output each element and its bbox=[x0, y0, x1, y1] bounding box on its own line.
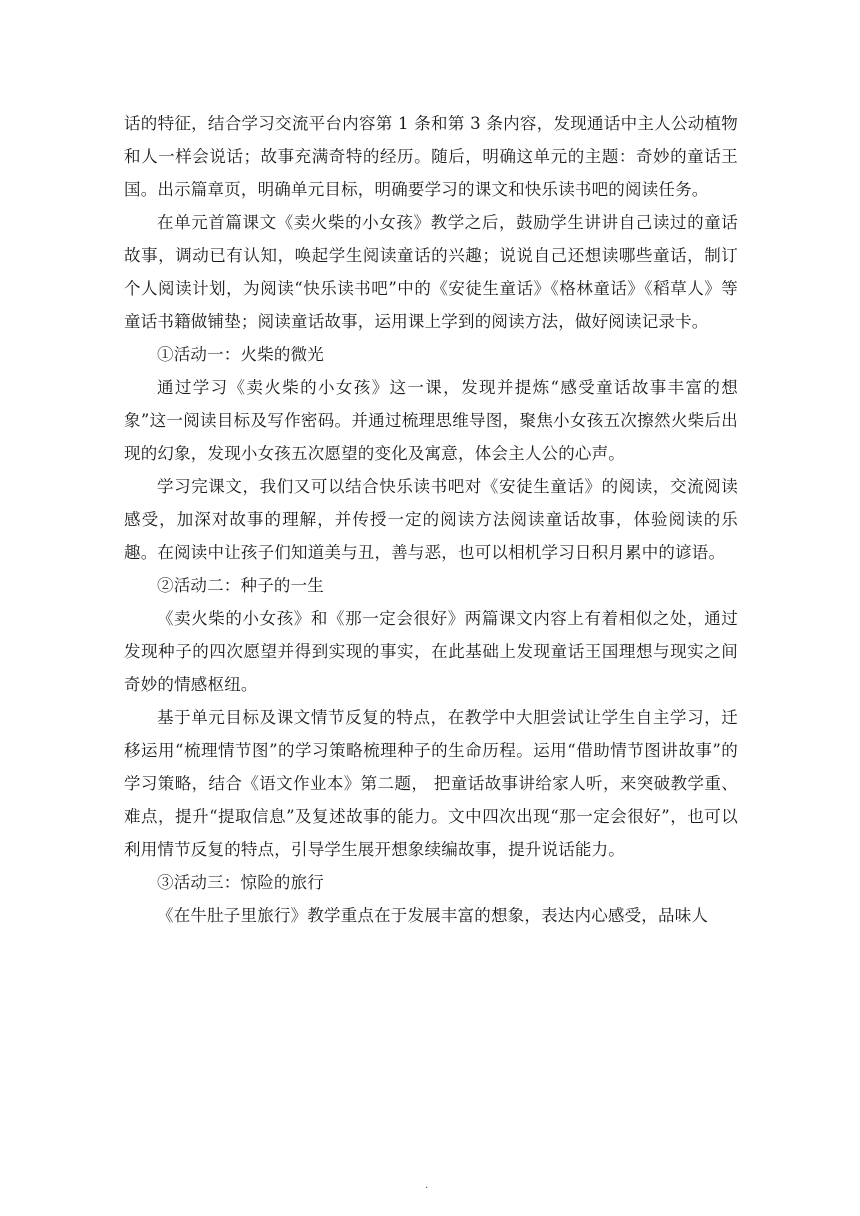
paragraph-4: 学习完课文，我们又可以结合快乐读书吧对《安徒生童话》的阅读，交流阅读感受，加深对故事的理解，并传授一定的阅读方法阅读童话故事，体验阅读的乐趣。在阅读中让孩子们知道美与丑，善与恶，也可以相机学习日积月累中的谚语。 bbox=[124, 477, 738, 562]
heading-activity-1: ①活动一：火柴的微光 bbox=[157, 345, 324, 364]
paragraph-7: 《在牛肚子里旅行》教学重点在于发展丰富的想象，表达内心感受，品味人 bbox=[157, 906, 709, 925]
paragraph-1: 话的特征，结合学习交流平台内容第 1 条和第 3 条内容，发现通话中主人公动植物和人一样会说话；故事充满奇特的经历。随后，明确这单元的主题：奇妙的童话王国。出示篇章页，明确单元目标，明确要学习的课文和快乐读书吧的阅读任务。 bbox=[124, 114, 738, 199]
heading-activity-3: ③活动三：惊险的旅行 bbox=[157, 873, 324, 892]
footer-mark: . bbox=[425, 1180, 429, 1191]
heading-activity-2: ②活动二：种子的一生 bbox=[157, 576, 324, 595]
paragraph-6: 基于单元目标及课文情节反复的特点，在教学中大胆尝试让学生自主学习，迁移运用“梳理情节图”的学习策略梳理种子的生命历程。运用“借助情节图讲故事”的学习策略，结合《语文作业本》第二题， 把童话故事讲给家人听，来突破教学重、难点，提升“提取信息”及复述故事的能力。文中四次出现“那一定会很好”，也可以利用情节反复的特点，引导学生展开想象续编故事，提升说话能力。 bbox=[124, 708, 738, 859]
document-body bbox=[124, 107, 738, 932]
paragraph-3: 通过学习《卖火柴的小女孩》这一课，发现并提炼“感受童话故事丰富的想象”这一阅读目标及写作密码。并通过梳理思维导图，聚焦小女孩五次擦然火柴后出现的幻象，发现小女孩五次愿望的变化及寓意，体会主人公的心声。 bbox=[124, 378, 738, 463]
paragraph-5: 《卖火柴的小女孩》和《那一定会很好》两篇课文内容上有着相似之处，通过发现种子的四次愿望并得到实现的事实，在此基础上发现童话王国理想与现实之间奇妙的情感枢纽。 bbox=[124, 609, 738, 694]
paragraph-2: 在单元首篇课文《卖火柴的小女孩》教学之后，鼓励学生讲讲自己读过的童话故事，调动已有认知，唤起学生阅读童话的兴趣；说说自己还想读哪些童话，制订个人阅读计划，为阅读“快乐读书吧”中的《安徒生童话》《格林童话》《稻草人》等童话书籍做铺垫；阅读童话故事，运用课上学到的阅读方法，做好阅读记录卡。 bbox=[124, 213, 738, 331]
